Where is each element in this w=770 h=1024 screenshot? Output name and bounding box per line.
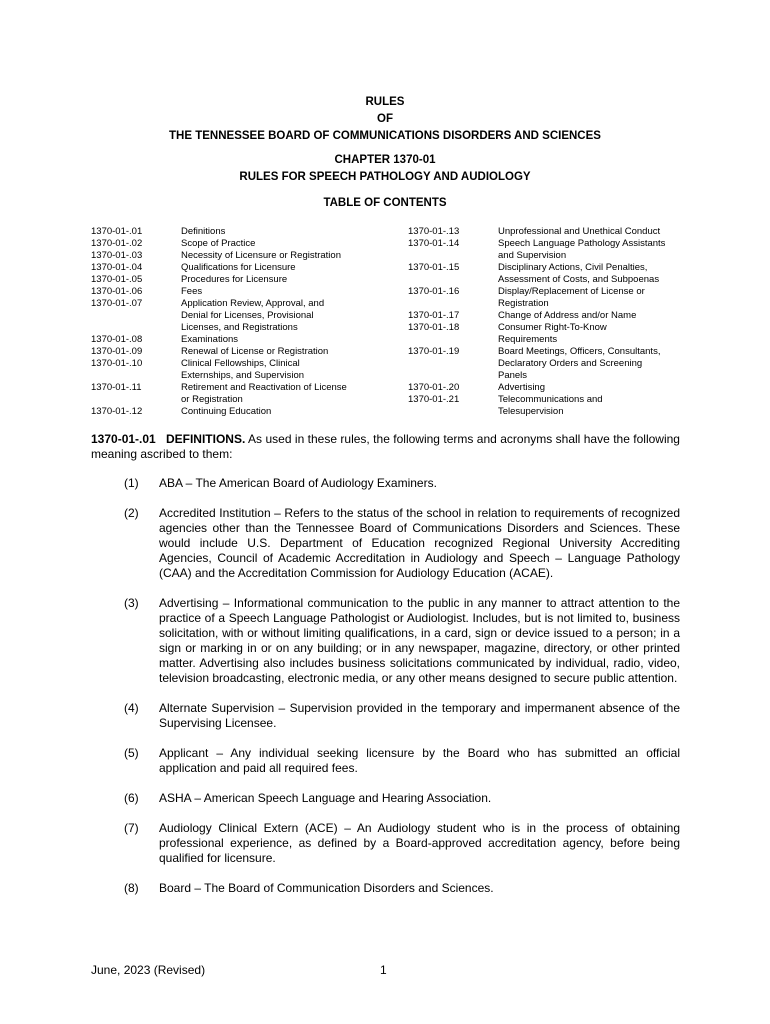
definition-item [91, 791, 680, 806]
definition-text: Advertising – Informational communication to the public in any manner to attract attention to the practice of a Speech Language Pathologist or Audiologist. Includes, but is not limited to, business solicitation, with or without limiting qualifications, in a card, sign or device issued to a person; in a sign or marking in or on any building; or in any newspaper, magazine, directory, or other printed matter. Advertising also includes business solicitations communicated by individual, radio, video, television broadcasting, electronic media, or any other means designed to secure public attention. [159, 596, 680, 685]
toc-entry-number: 1370-01-.07 [91, 298, 143, 309]
definitions-list [91, 476, 680, 911]
toc-entry [408, 238, 698, 262]
toc-entry-number: 1370-01-.10 [91, 358, 143, 369]
toc-entry [408, 346, 698, 382]
toc-entry-title: Consumer Right-To-Know Requirements [498, 322, 607, 345]
definition-number: (8) [124, 881, 139, 895]
toc-entry [91, 286, 381, 298]
definition-number: (5) [124, 746, 139, 760]
definition-item [91, 506, 680, 581]
definition-item [91, 746, 680, 776]
chapter-title: RULES FOR SPEECH PATHOLOGY AND AUDIOLOGY [239, 171, 531, 183]
toc-entry-number: 1370-01-.05 [91, 274, 143, 285]
footer-date: June, 2023 (Revised) [91, 963, 206, 977]
toc-entry-number: 1370-01-.12 [91, 406, 143, 417]
toc-entry-number: 1370-01-.16 [408, 286, 460, 297]
toc-entry-title: Procedures for Licensure [181, 274, 288, 285]
toc-entry-title: Scope of Practice [181, 238, 256, 249]
toc-entry-title: Fees [181, 286, 203, 297]
toc-entry-number: 1370-01-.04 [91, 262, 143, 273]
definition-item [91, 596, 680, 686]
toc-heading: TABLE OF CONTENTS [323, 197, 447, 209]
toc-entry-number: 1370-01-.11 [91, 382, 142, 393]
definition-text: Audiology Clinical Extern (ACE) – An Audiology student who is in the process of obtaining professional experience, as defined by a Board-approved accreditation agency, before being qualified for licensure. [159, 821, 680, 865]
definition-text: Alternate Supervision – Supervision provided in the temporary and impermanent absence of the Supervising Licensee. [159, 701, 680, 730]
toc-entry-title: Necessity of Licensure or Registration [181, 250, 341, 261]
toc-entry-title: Display/Replacement of License or Registration [498, 286, 645, 309]
toc-entry [408, 226, 698, 238]
toc-entry [408, 394, 698, 418]
toc-entry-number: 1370-01-.14 [408, 238, 460, 249]
toc-entry-title: Renewal of License or Registration [181, 346, 329, 357]
toc-entry [91, 346, 381, 358]
toc-entry-number: 1370-01-.08 [91, 334, 143, 345]
toc-entry-number: 1370-01-.17 [408, 310, 460, 321]
section-intro-text: As used in these rules, the following terms and acronyms shall have the following meaning ascribed to them: [91, 432, 680, 461]
toc-entry-number: 1370-01-.02 [91, 238, 143, 249]
toc-entry-title: Definitions [181, 226, 226, 237]
definitions-section-intro [91, 432, 680, 462]
toc-entry [91, 382, 381, 406]
toc-entry [91, 226, 381, 238]
chapter-number: CHAPTER 1370-01 [334, 154, 436, 166]
toc-entry [91, 406, 381, 418]
toc-left-column [91, 226, 381, 418]
definition-number: (1) [124, 476, 139, 490]
definition-text: Applicant – Any individual seeking licensure by the Board who has submitted an official application and paid all required fees. [159, 746, 680, 775]
toc-entry-number: 1370-01-.21 [408, 394, 460, 405]
toc-entry-title: Continuing Education [181, 406, 272, 417]
toc-entry [91, 358, 381, 382]
toc-entry-title: Qualifications for Licensure [181, 262, 296, 273]
toc-entry-title: Speech Language Pathology Assistants and Supervision [498, 238, 666, 261]
toc-entry-number: 1370-01-.06 [91, 286, 143, 297]
toc-right-column [408, 226, 698, 418]
definition-number: (4) [124, 701, 139, 715]
definition-item [91, 881, 680, 896]
definition-item [91, 476, 680, 491]
definition-number: (2) [124, 506, 139, 520]
definition-text: ASHA – American Speech Language and Hearing Association. [159, 791, 492, 805]
chapter-heading [0, 152, 770, 186]
toc-entry-number: 1370-01-.01 [91, 226, 143, 237]
toc-entry-title: Unprofessional and Unethical Conduct [498, 226, 661, 237]
page-number: 1 [380, 963, 387, 977]
document-title [0, 94, 770, 145]
toc-entry [91, 334, 381, 346]
toc-entry [91, 262, 381, 274]
definition-text: Board – The Board of Communication Disorders and Sciences. [159, 881, 494, 895]
definition-number: (6) [124, 791, 139, 805]
toc-entry-number: 1370-01-.09 [91, 346, 143, 357]
toc-entry-title: Application Review, Approval, and Denial for Licenses, Provisional Licenses, and Registrations [181, 298, 325, 333]
section-heading: 1370-01-.01 DEFINITIONS. [91, 432, 246, 446]
title-line-of: OF [377, 113, 393, 125]
title-line-board: THE TENNESSEE BOARD OF COMMUNICATIONS DISORDERS AND SCIENCES [169, 130, 601, 142]
definition-text: Accredited Institution – Refers to the status of the school in relation to requirements of recognized agencies other than the Tennessee Board of Communications Disorders and Sciences. These would include U.S. Department of Education recognized Regional University Accrediting Agencies, Council of Academic Accreditation in Audiology and Speech – Language Pathology (CAA) and the Accreditation Commission for Audiology Education (ACAE). [159, 506, 680, 580]
toc-entry [408, 286, 698, 310]
definition-item [91, 701, 680, 731]
toc-entry [408, 322, 698, 346]
toc-entry-number: 1370-01-.20 [408, 382, 460, 393]
toc-entry-number: 1370-01-.18 [408, 322, 460, 333]
toc-entry-number: 1370-01-.19 [408, 346, 460, 357]
toc-entry-title: Clinical Fellowships, Clinical Externships, and Supervision [181, 358, 305, 381]
toc-entry-title: Disciplinary Actions, Civil Penalties, Assessment of Costs, and Subpoenas [498, 262, 660, 285]
definition-number: (3) [124, 596, 139, 610]
toc-entry-title: Advertising [498, 382, 545, 393]
toc-entry-title: Retirement and Reactivation of License or Registration [181, 382, 347, 405]
toc-entry-title: Change of Address and/or Name [498, 310, 637, 321]
toc-entry [91, 274, 381, 286]
toc-entry [408, 382, 698, 394]
toc-entry [408, 262, 698, 286]
title-line-rules: RULES [365, 96, 405, 108]
definition-item [91, 821, 680, 866]
toc-entry [91, 298, 381, 334]
toc-entry-number: 1370-01-.13 [408, 226, 460, 237]
toc-entry-title: Telecommunications and Telesupervision [498, 394, 603, 417]
toc-entry [91, 250, 381, 262]
toc-entry-number: 1370-01-.15 [408, 262, 460, 273]
toc-entry-number: 1370-01-.03 [91, 250, 143, 261]
toc-entry-title: Examinations [181, 334, 239, 345]
definition-number: (7) [124, 821, 139, 835]
toc-entry [91, 238, 381, 250]
toc-entry [408, 310, 698, 322]
toc-entry-title: Board Meetings, Officers, Consultants, Declaratory Orders and Screening Panels [498, 346, 661, 381]
definition-text: ABA – The American Board of Audiology Examiners. [159, 476, 437, 490]
